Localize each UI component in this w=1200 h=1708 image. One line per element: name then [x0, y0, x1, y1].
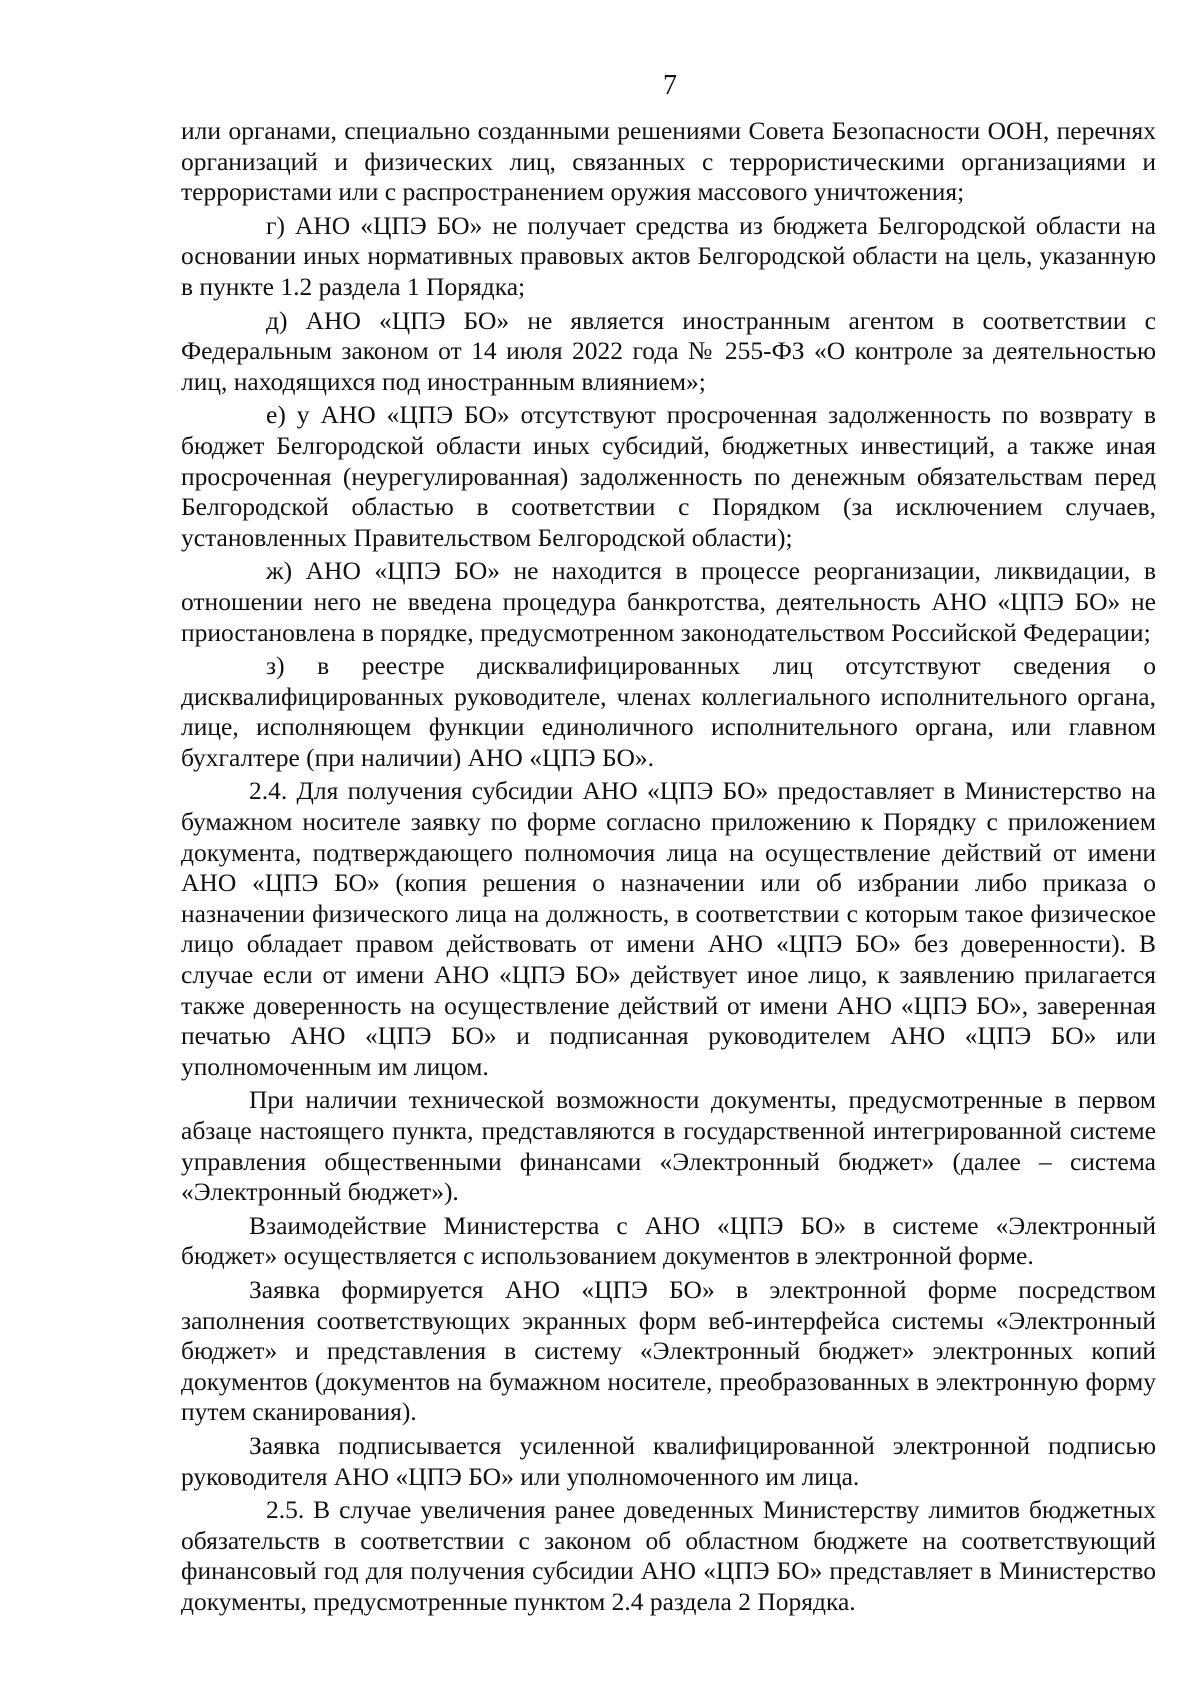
paragraph-item-d: д) АНО «ЦПЭ БО» не является иностранным агентом в соответствии с Федеральным законом от 14 июля 2022 года № 255-ФЗ «О контроле за деятельностью лиц, находящихся под иностранным влиянием»;	[181, 305, 1156, 396]
document-body	[181, 116, 1156, 1621]
paragraph-item-g: г) АНО «ЦПЭ БО» не получает средства из бюджета Белгородской области на основании иных нормативных правовых актов Белгородской области на цель, указанную в пункте 1.2 раздела 1 Порядка;	[181, 210, 1156, 301]
paragraph-application-forming: Заявка формируется АНО «ЦПЭ БО» в электронной форме посредством заполнения соответствующих экранных форм веб-интерфейса системы «Электронный бюджет» и представления в систему «Электронный бюджет» электронных копий документов (документов на бумажном носителе, преобразованных в электронную форму путем сканирования).	[181, 1274, 1156, 1427]
paragraph-item-z: з) в реестре дисквалифицированных лиц отсутствуют сведения о дисквалифицированных руководителе, членах коллегиального исполнительного органа, лице, исполняющем функции единоличного исполнительного органа, или главном бухгалтере (при наличии) АНО «ЦПЭ БО».	[181, 651, 1156, 772]
paragraph-item-zh: ж) АНО «ЦПЭ БО» не находится в процессе реорганизации, ликвидации, в отношении него не введена процедура банкротства, деятельность АНО «ЦПЭ БО» не приостановлена в порядке, предусмотренном законодательством Российской Федерации;	[181, 556, 1156, 647]
page-number: 7	[663, 70, 677, 101]
paragraph-sanctions-list-continuation: или органами, специально созданными решениями Совета Безопасности ООН, перечнях организаций и физических лиц, связанных с террористическими организациями и террористами или с распространением оружия массового уничтожения;	[181, 116, 1156, 207]
paragraph-item-e: е) у АНО «ЦПЭ БО» отсутствуют просроченная задолженность по возврату в бюджет Белгородской области иных субсидий, бюджетных инвестиций, а также иная просроченная (неурегулированная) задолженность по денежным обязательствам перед Белгородской областью в соответствии с Порядком (за исключением случаев, установленных Правительством Белгородской области);	[181, 400, 1156, 552]
paragraph-section-2-5: 2.5. В случае увеличения ранее доведенных Министерству лимитов бюджетных обязательств в соответствии с законом об областном бюджете на соответствующий финансовый год для получения субсидии АНО «ЦПЭ БО» представляет в Министерство документы, предусмотренные пунктом 2.4 раздела 2 Порядка.	[181, 1495, 1156, 1616]
paragraph-application-signing: Заявка подписывается усиленной квалифицированной электронной подписью руководителя АНО «ЦПЭ БО» или уполномоченного им лица.	[181, 1430, 1156, 1491]
paragraph-section-2-4: 2.4. Для получения субсидии АНО «ЦПЭ БО» предоставляет в Министерство на бумажном носителе заявку по форме согласно приложению к Порядку с приложением документа, подтверждающего полномочия лица на осуществление действий от имени АНО «ЦПЭ БО» (копия решения о назначении или об избрании либо приказа о назначении физического лица на должность, в соответствии с которым такое физическое лицо обладает правом действовать от имени АНО «ЦПЭ БО» без доверенности). В случае если от имени АНО «ЦПЭ БО» действует иное лицо, к заявлению прилагается также доверенность на осуществление действий от имени АНО «ЦПЭ БО», заверенная печатью АНО «ЦПЭ БО» и подписанная руководителем АНО «ЦПЭ БО» или уполномоченным им лицом.	[181, 776, 1156, 1081]
paragraph-electronic-submission: При наличии технической возможности документы, предусмотренные в первом абзаце настоящего пункта, представляются в государственной интегрированной системе управления общественными финансами «Электронный бюджет» (далее – система «Электронный бюджет»).	[181, 1085, 1156, 1207]
paragraph-interaction: Взаимодействие Министерства с АНО «ЦПЭ БО» в системе «Электронный бюджет» осуществляется с использованием документов в электронной форме.	[181, 1210, 1156, 1271]
